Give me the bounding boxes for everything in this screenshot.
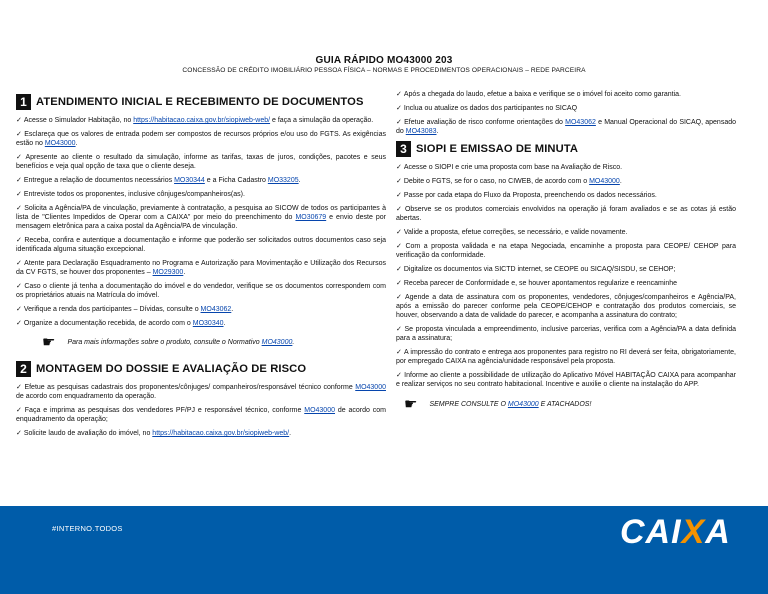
item-text: Acesse o SIOPI e crie uma proposta com base na Avaliação de Risco. xyxy=(403,164,623,171)
list-item xyxy=(396,279,736,288)
list-item xyxy=(396,325,736,343)
item-text: de acordo com enquadramento da operação. xyxy=(16,393,157,400)
list-item xyxy=(396,371,736,389)
checkmark-icon: ✓ xyxy=(16,154,24,161)
checkmark-icon: ✓ xyxy=(396,349,403,356)
item-text: . xyxy=(289,430,292,437)
section-3-header xyxy=(396,141,736,157)
document-link[interactable]: MO43062 xyxy=(565,119,596,126)
checkmark-icon: ✓ xyxy=(396,372,403,379)
list-item xyxy=(16,130,386,148)
document-link[interactable]: MO29300 xyxy=(152,269,184,276)
item-text: e faça a simulação da operação. xyxy=(270,117,374,124)
item-text: Para mais informações sobre o produto, consulte o Normativo xyxy=(67,338,262,346)
checkmark-icon: ✓ xyxy=(16,306,22,313)
checkmark-icon: ✓ xyxy=(16,177,22,184)
checkmark-icon: ✓ xyxy=(396,105,402,112)
item-text: Se proposta vinculada a empreendimento, inclusive parcerias, verifica com a Agência/PA a data definida para a assinatura; xyxy=(396,326,736,342)
item-text: E ATACHADOS! xyxy=(538,400,592,408)
item-text: SEMPRE CONSULTE O xyxy=(429,400,508,408)
risk-steps-list xyxy=(396,90,736,136)
item-text: Efetue as pesquisas cadastrais dos proponentes/cônjuges/ companheiros/responsável técnico conforme xyxy=(24,384,356,391)
item-text: A impressão do contrato e entrega aos proponentes para registro no RI deverá ser feita, obrigatoriamente, por empregado CAIXA na agência/unidade responsável pela proposta. xyxy=(396,349,736,365)
checkmark-icon: ✓ xyxy=(16,283,23,290)
checkmark-icon: ✓ xyxy=(16,131,23,138)
item-text: . xyxy=(183,269,186,276)
section-1-list xyxy=(16,116,386,328)
list-item xyxy=(16,259,386,277)
item-text: Faça e imprima as pesquisas dos vendedores PF/PJ e responsável técnico, conforme xyxy=(24,407,305,414)
item-text: Valide a proposta, efetue correções, se necessário, e valide novamente. xyxy=(403,229,628,236)
section-2-header xyxy=(16,361,386,377)
item-text: Entregue a relação de documentos necessários xyxy=(23,177,175,184)
document-link[interactable]: MO43083 xyxy=(405,128,437,135)
item-text: . xyxy=(436,128,439,135)
pointing-hand-icon: ☛ xyxy=(42,334,56,351)
document-link[interactable]: https://habitacao.caixa.gov.br/siopiweb-web/ xyxy=(133,117,271,124)
checkmark-icon: ✓ xyxy=(396,280,402,287)
item-text: Solicita a Agência/PA de vinculação, previamente à contratação, a pesquisa ao SICOW de todos os participantes à lista de "Clientes Impedidos de Operar com a CAIXA" por meio do preenchimento do xyxy=(16,205,386,221)
list-item xyxy=(16,204,386,231)
list-item xyxy=(16,153,386,171)
list-item xyxy=(16,406,386,424)
section-3-list xyxy=(396,163,736,389)
checkmark-icon: ✓ xyxy=(396,91,402,98)
list-item xyxy=(16,236,386,254)
section-number: 1 xyxy=(16,94,31,110)
item-text: e envio deste por mensagem eletrônica para a caixa postal da Agência/PA de vinculação. xyxy=(16,214,386,230)
list-item xyxy=(396,177,736,186)
document-link[interactable]: MO30340 xyxy=(192,320,224,327)
section-title: ATENDIMENTO INICIAL E RECEBIMENTO DE DOCUMENTOS xyxy=(36,96,364,108)
list-item xyxy=(396,242,736,260)
section-2-list xyxy=(16,383,386,438)
page-title: GUIA RÁPIDO MO43000 203 xyxy=(315,55,453,66)
item-text: . xyxy=(231,306,234,313)
document-link[interactable]: https://habitacao.caixa.gov.br/siopiweb-web/ xyxy=(152,430,290,437)
section-3-note xyxy=(404,395,736,413)
checkmark-icon: ✓ xyxy=(396,266,402,273)
list-item xyxy=(396,348,736,366)
section-title: MONTAGEM DO DOSSIE E AVALIAÇÃO DE RISCO xyxy=(36,363,307,375)
document-link[interactable]: MO43000 xyxy=(261,338,293,346)
list-item xyxy=(396,104,736,113)
note-text xyxy=(67,339,294,346)
section-1-note xyxy=(42,333,386,351)
list-item xyxy=(16,116,386,125)
list-item xyxy=(16,176,386,185)
checkmark-icon: ✓ xyxy=(396,119,403,126)
document-link[interactable]: MO43000 xyxy=(589,178,620,185)
checkmark-icon: ✓ xyxy=(16,384,23,391)
list-item xyxy=(16,190,386,199)
section-number: 3 xyxy=(396,141,411,157)
item-text: Acesse o Simulador Habitação, no xyxy=(23,117,134,124)
checkmark-icon: ✓ xyxy=(16,205,23,212)
note-text xyxy=(429,401,591,408)
pointing-hand-icon: ☛ xyxy=(404,396,418,413)
list-item xyxy=(396,205,736,223)
item-text: Digitalize os documentos via SICTD internet, se CEOPE ou SICAQ/SISDU, se CEHOP; xyxy=(403,266,676,273)
checkmark-icon: ✓ xyxy=(396,164,402,171)
item-text: . xyxy=(292,338,295,346)
item-text: e Manual Operacional do SICAQ, apensado do xyxy=(396,119,737,135)
item-text: Agende a data de assinatura com os proponentes, vendedores, cônjuges/companheiros e Agência/PA, após a emissão do parecer conforme pela CEOPE/CEHOP e contratação dos produtos comerciais, se houver, observando a data de validade do parecer, e acompanha a assinatura do contrato; xyxy=(396,294,736,319)
item-text: Passe por cada etapa do Fluxo da Proposta, preenchendo os dados necessários. xyxy=(403,192,657,199)
list-item xyxy=(396,90,736,99)
item-text: Observe se os produtos comerciais envolvidos na operação já foram avaliados e se as cotas já estão abertas. xyxy=(396,206,736,222)
section-title: SIOPI E EMISSAO DE MINUTA xyxy=(416,143,579,155)
checkmark-icon: ✓ xyxy=(396,206,403,213)
item-text: Solicite laudo de avaliação do imóvel, no xyxy=(23,430,153,437)
item-text: Efetue avaliação de risco conforme orientações do xyxy=(404,119,566,126)
checkmark-icon: ✓ xyxy=(16,117,22,124)
checkmark-icon: ✓ xyxy=(396,192,402,199)
item-text: Caso o cliente já tenha a documentação do imóvel e do vendedor, verifique se os documentos correspondem com os proprietários atuais na Matrícula do imóvel. xyxy=(16,283,386,299)
list-item xyxy=(16,319,386,328)
item-text: de acordo com enquadramento da operação; xyxy=(16,407,386,423)
item-text: Entreviste todos os proponentes, inclusive cônjuges/companheiros(as). xyxy=(23,191,245,198)
document-link[interactable]: MO43062 xyxy=(200,306,232,313)
item-text: Informe ao cliente a possibilidade de utilização do Aplicativo Móvel HABITAÇÃO CAIXA para acompanhar e realizar serviços no seu contrato habitacional. Incentive e auxilie o cliente na instalação do APP. xyxy=(396,372,736,388)
checkmark-icon: ✓ xyxy=(396,326,403,333)
checkmark-icon: ✓ xyxy=(396,294,403,301)
item-text: Esclareça que os valores de entrada podem ser compostos de recursos próprios e/ou uso do FGTS. As exigências estão no xyxy=(16,131,386,147)
item-text: . xyxy=(619,178,622,185)
item-text: . xyxy=(298,177,301,184)
item-text: Receba, confira e autentique a documentação e informe que poderão ser solicitados outros documentos caso seja identificada alguma situação excepcional. xyxy=(16,237,386,253)
right-column xyxy=(396,90,736,413)
checkmark-icon: ✓ xyxy=(16,430,22,437)
checkmark-icon: ✓ xyxy=(396,178,402,185)
checkmark-icon: ✓ xyxy=(16,260,23,267)
caixa-logo: CAIXA xyxy=(620,513,731,551)
list-item xyxy=(16,429,386,438)
document-link[interactable]: MO33205 xyxy=(267,177,299,184)
item-text: . xyxy=(75,140,78,147)
list-item xyxy=(16,383,386,401)
list-item xyxy=(396,265,736,274)
list-item xyxy=(396,191,736,200)
item-text: Inclua ou atualize os dados dos participantes no SICAQ xyxy=(403,105,578,112)
list-item xyxy=(396,118,736,136)
list-item xyxy=(396,293,736,320)
document-link[interactable]: MO43000 xyxy=(355,384,386,391)
document-link[interactable]: MO30344 xyxy=(174,177,205,184)
document-link[interactable]: MO30679 xyxy=(295,214,327,221)
checkmark-icon: ✓ xyxy=(396,229,402,236)
item-text: Organize a documentação recebida, de acordo com o xyxy=(23,320,193,327)
classification-label: #INTERNO.TODOS xyxy=(52,524,123,533)
page-subtitle: CONCESSÃO DE CRÉDITO IMOBILIÁRIO PESSOA FÍSICA – NORMAS E PROCEDIMENTOS OPERACIONAIS – REDE PARCEIRA xyxy=(182,67,586,74)
item-text: Verifique a renda dos participantes – Dívidas, consulte o xyxy=(23,306,201,313)
checkmark-icon: ✓ xyxy=(16,191,22,198)
checkmark-icon: ✓ xyxy=(16,407,23,414)
left-column xyxy=(16,90,386,443)
list-item xyxy=(16,305,386,314)
item-text: Com a proposta validada e na etapa Negociada, encaminhe a proposta para CEOPE/ CEHOP para verificação da conformidade. xyxy=(396,243,736,259)
document-link[interactable]: MO43000 xyxy=(304,407,335,414)
list-item xyxy=(16,282,386,300)
list-item xyxy=(396,163,736,172)
item-text: Receba parecer de Conformidade e, se houver apontamentos regularize e reencaminhe xyxy=(403,280,678,287)
checkmark-icon: ✓ xyxy=(16,320,22,327)
document-link[interactable]: MO43000 xyxy=(44,140,76,147)
document-link[interactable]: MO43000 xyxy=(507,400,539,408)
checkmark-icon: ✓ xyxy=(396,243,404,250)
item-text: . xyxy=(223,320,226,327)
section-number: 2 xyxy=(16,361,31,377)
section-1-header xyxy=(16,94,386,110)
item-text: Após a chegada do laudo, efetue a baixa e verifique se o imóvel foi aceito como garantia. xyxy=(403,91,681,98)
list-item xyxy=(396,228,736,237)
item-text: Debite o FGTS, se for o caso, no CIWEB, de acordo com o xyxy=(403,178,590,185)
item-text: e a Ficha Cadastro xyxy=(204,177,268,184)
item-text: Apresente ao cliente o resultado da simulação, informe as tarifas, taxas de juros, condições, pacotes e seus benefícios e veja qual opção de taxa que o cliente deseja. xyxy=(16,154,386,170)
item-text: Atente para Declaração Esquadramento no Programa e Autorização para Movimentação e Utilização dos Recursos da CV FGTS, se houver dos proponentes – xyxy=(16,260,386,276)
checkmark-icon: ✓ xyxy=(16,237,23,244)
